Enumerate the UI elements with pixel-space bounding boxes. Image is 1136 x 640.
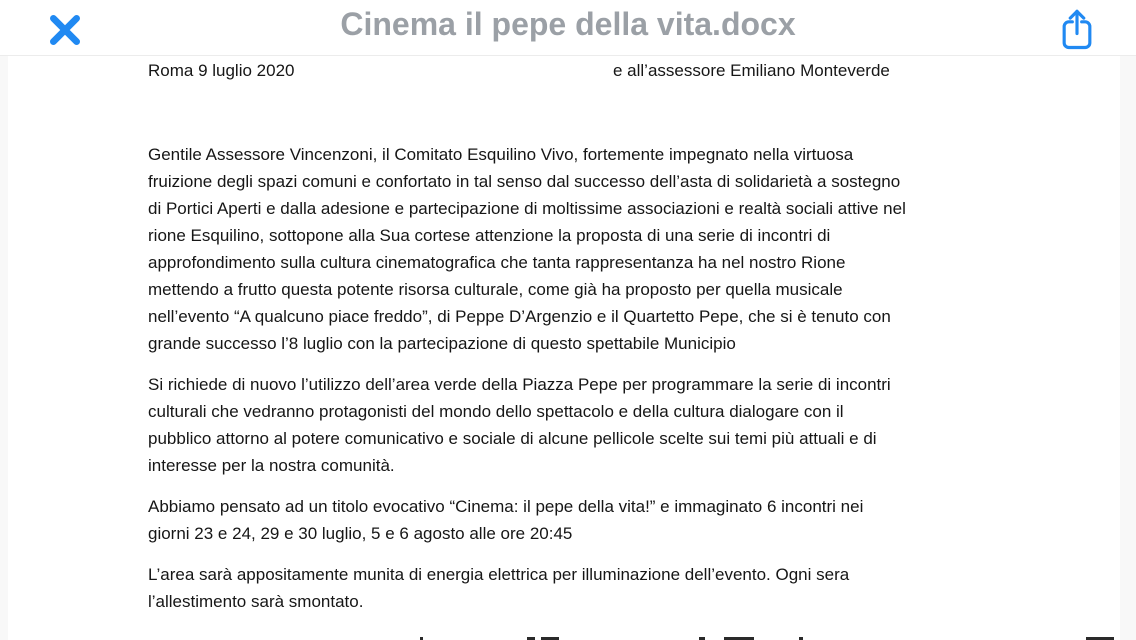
text-line: Gentile Assessore Vincenzoni, il Comitato Esquilino Vivo, fortemente impegnato nella virtuosa	[148, 145, 854, 164]
share-button[interactable]	[1058, 8, 1096, 54]
paragraph	[148, 493, 1008, 547]
text-line: interesse per la nostra comunità.	[148, 456, 395, 475]
text-line: pubblico attorno al potere comunicativo e sociale di alcune pellicole scelte sui temi più attuali e di	[148, 429, 877, 448]
text-line: grande successo l’8 luglio con la partecipazione di questo spettabile Municipio	[148, 334, 736, 353]
paragraph	[148, 371, 1008, 479]
letter-date: Roma 9 luglio 2020	[148, 61, 295, 80]
paragraph	[148, 561, 1008, 615]
text-line: L’area sarà appositamente munita di energia elettrica per illuminazione dell’evento. Ogni sera	[148, 565, 850, 584]
letter-addressee: e all’assessore Emiliano Monteverde	[613, 61, 890, 80]
document-title: Cinema il pepe della vita.docx	[340, 6, 796, 42]
letter-header	[0, 61, 1136, 85]
clipped-next-line-fragments	[0, 636, 1136, 640]
text-line: Abbiamo pensato ad un titolo evocativo “Cinema: il pepe della vita!” e immaginato 6 incontri nei	[148, 497, 864, 516]
toolbar	[0, 0, 1136, 56]
text-line: mettendo a frutto questa potente risorsa culturale, come già ha proposto per quella musicale	[148, 280, 843, 299]
page-right-margin	[1120, 56, 1136, 640]
document-scroll-area[interactable]	[0, 56, 1136, 640]
text-line: rione Esquilino, sottopone alla Sua cortese attenzione la proposta di una serie di incontri di	[148, 226, 831, 245]
text-line: approfondimento sulla cultura cinematografica che tanta rappresentanza ha nel nostro Rione	[148, 253, 846, 272]
text-line: giorni 23 e 24, 29 e 30 luglio, 5 e 6 agosto alle ore 20:45	[148, 524, 573, 543]
share-icon	[1060, 9, 1094, 54]
paragraph	[148, 141, 1008, 357]
letter-body	[148, 141, 1008, 629]
page-left-margin	[0, 56, 8, 640]
text-line: nell’evento “A qualcuno piace freddo”, di Peppe D’Argenzio e il Quartetto Pepe, che si è tenuto con	[148, 307, 891, 326]
text-line: fruizione degli spazi comuni e confortato in tal senso dal successo dell’asta di solidarietà a sostegno	[148, 172, 901, 191]
text-line: l’allestimento sarà smontato.	[148, 592, 364, 611]
text-line: di Portici Aperti e dalla adesione e partecipazione di moltissime associazioni e realtà sociali attive nel	[148, 199, 906, 218]
text-line: culturali che vedranno protagonisti del mondo dello spettacolo e della cultura dialogare con il	[148, 402, 844, 421]
text-line: Si richiede di nuovo l’utilizzo dell’area verde della Piazza Pepe per programmare la serie di incontri	[148, 375, 891, 394]
